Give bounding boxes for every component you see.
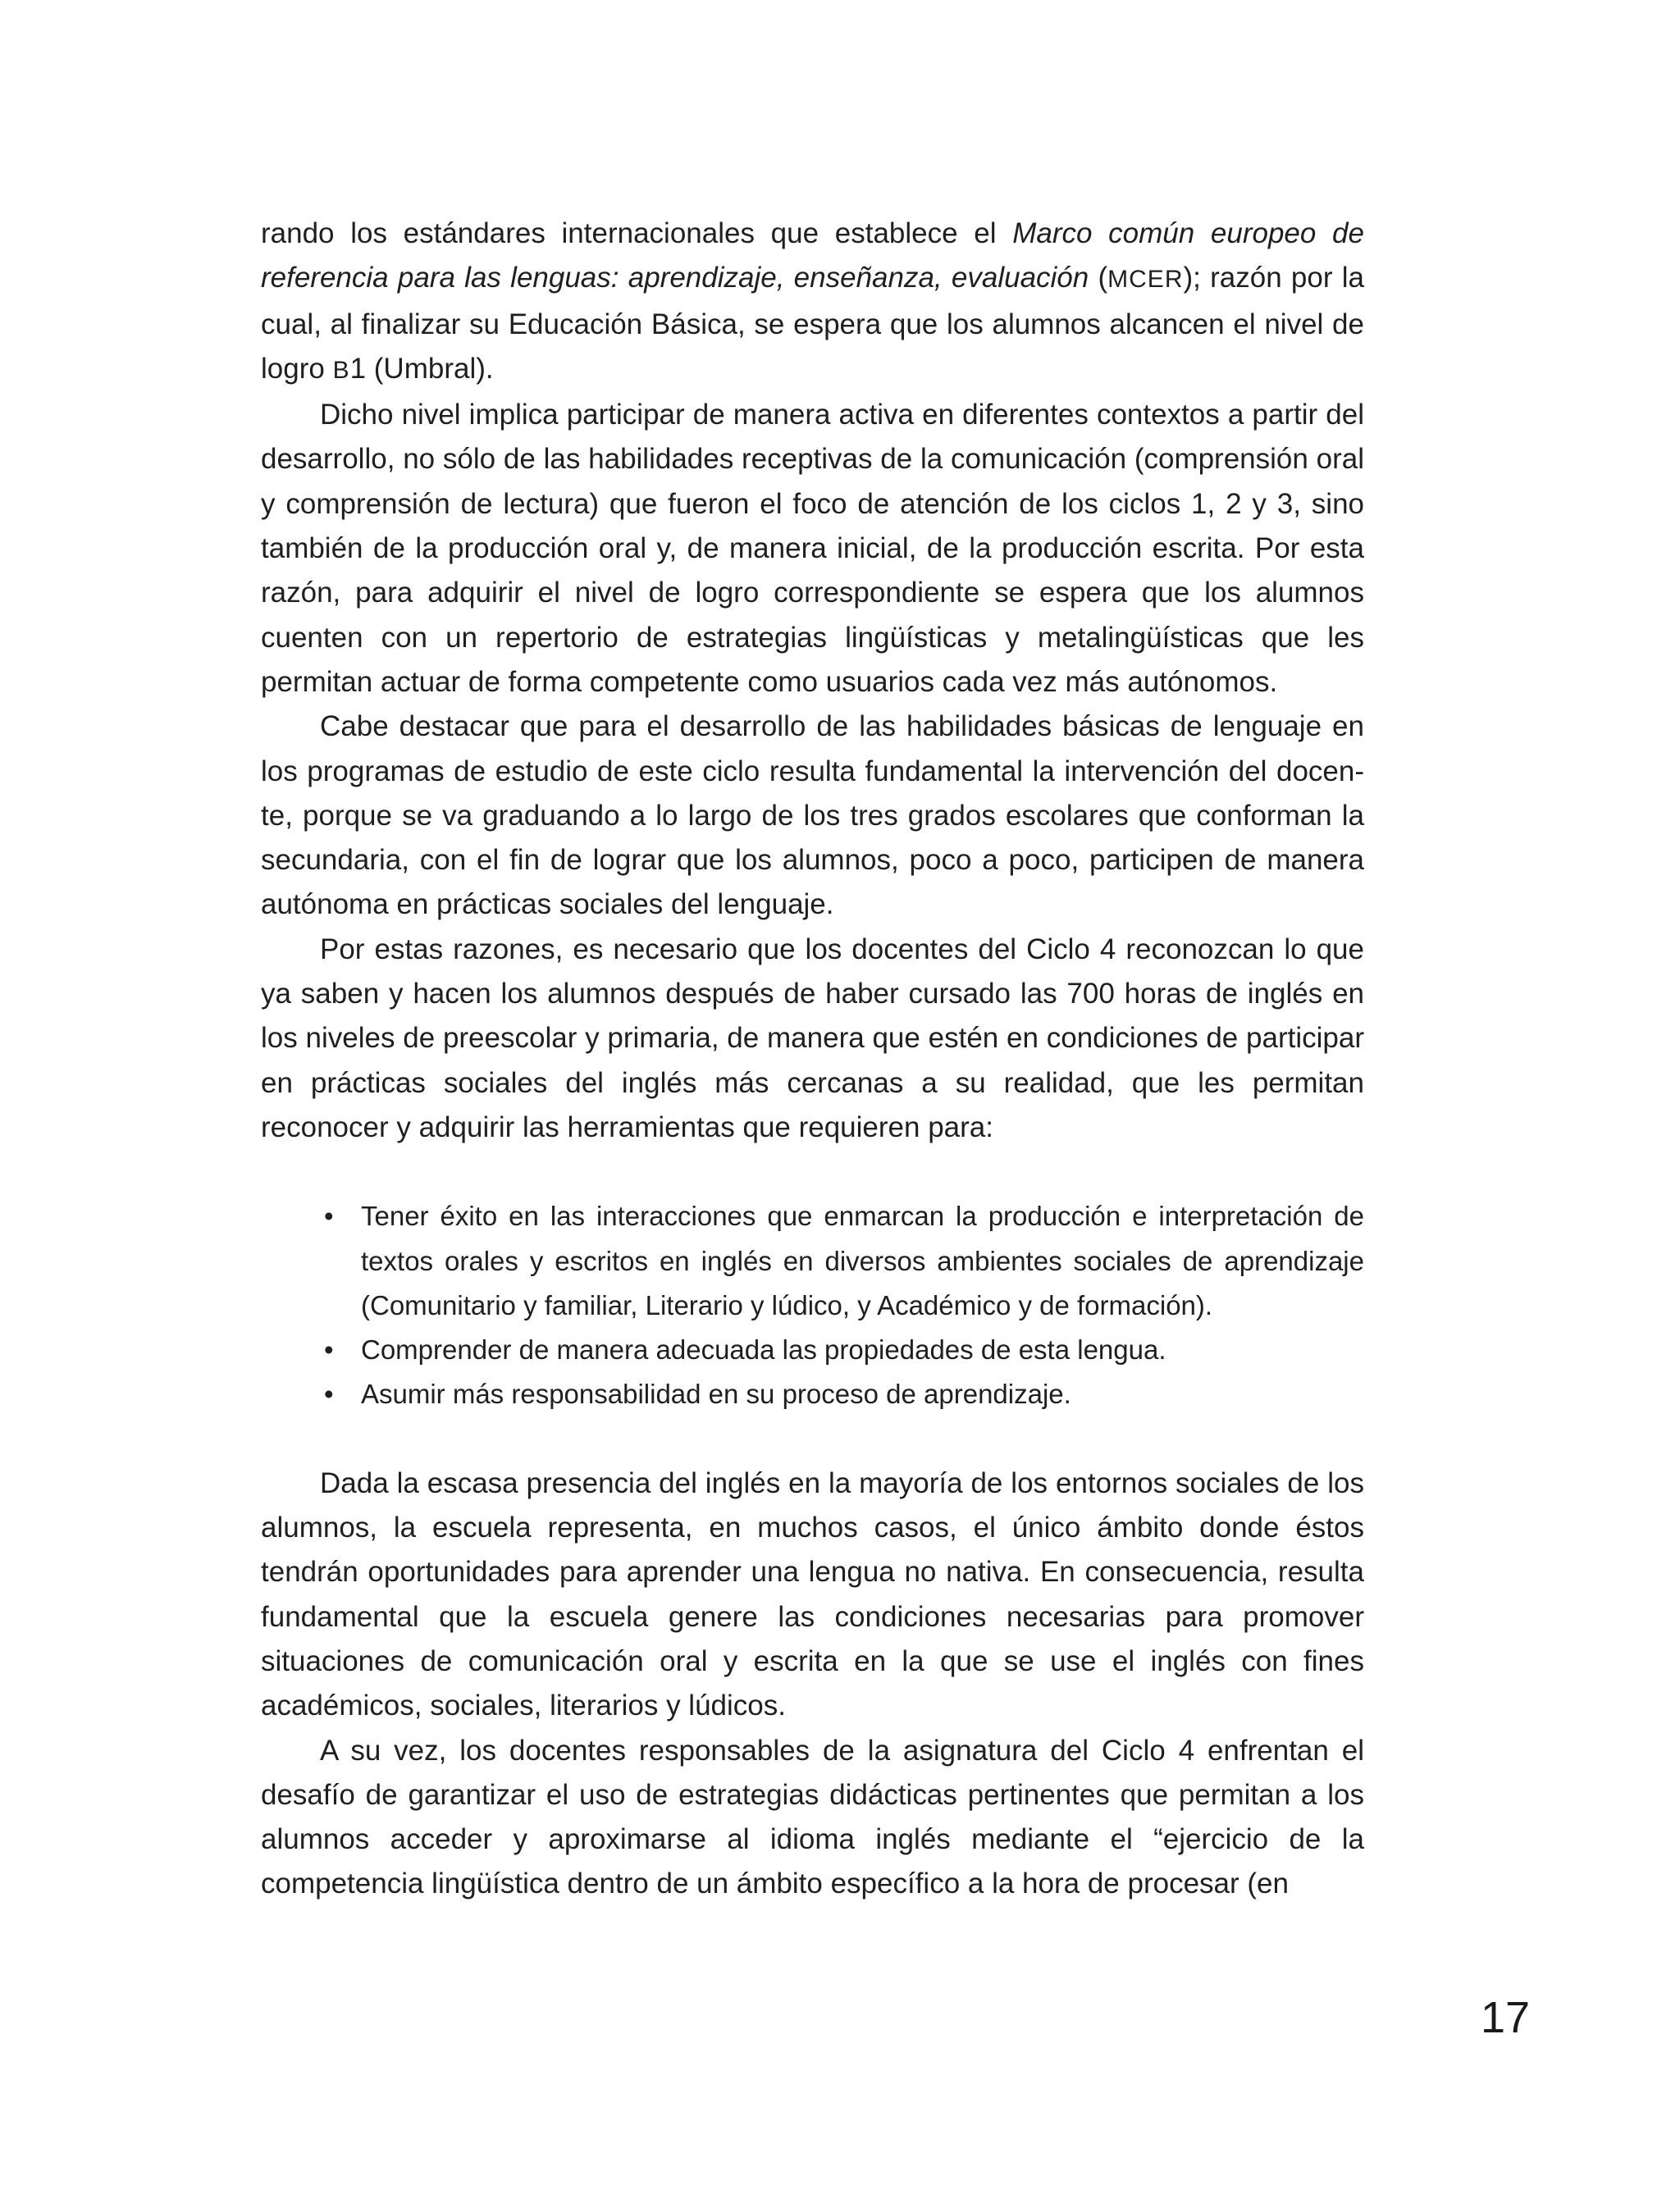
- bullet-icon: •: [324, 1334, 334, 1366]
- list-item-text: Comprender de manera adecuada las propiedades de esta lengua.: [361, 1334, 1166, 1366]
- paragraph-1-text-a: rando los estándares internacionales que establece el: [261, 217, 1013, 249]
- body-text: [261, 212, 1364, 1907]
- bullet-icon: •: [324, 1201, 334, 1232]
- list-item: [261, 1328, 1364, 1372]
- bullet-list: [261, 1194, 1364, 1416]
- paragraph-5: Dada la escasa presencia del inglés en la mayoría de los entornos sociales de los alumnos, la escuela representa, en muchos casos, el único ámbito donde éstos tendrán oportunidades para aprender una lengua no nativa. En consecuencia, resulta fundamental que la escuela genere las condiciones necesarias para promover situaciones de comunicación oral y escrita en la que se use el inglés con fines académicos, sociales, literarios y lúdicos.: [261, 1466, 1364, 1722]
- list-item-text: Asumir más responsabilidad en su proceso de aprendizaje.: [361, 1379, 1071, 1410]
- paragraph-1-text-d: 1 (Umbral).: [349, 352, 494, 385]
- list-item-text: Tener éxito en las interacciones que enmarcan la producción e interpretación de textos orales y escritos en inglés en diversos ambientes sociales de aprendizaje (Comunitario y familiar, Literario y lúdico, y Académico y de formación).: [361, 1201, 1364, 1320]
- paragraph-1: [261, 212, 1364, 393]
- book-title-italic: Marco común europeo de referencia para las lenguas: aprendizaje, enseñanza, evaluación: [261, 217, 1364, 294]
- paragraph-4: Por estas razones, es necesario que los docentes del Ciclo 4 reconozcan lo que ya saben y hacen los alumnos después de haber cursado las 700 horas de inglés en los niveles de preescolar y primaria, de manera que estén en condiciones de participar en prácticas sociales del inglés más cercanas a su realidad, que les permitan reconocer y adquirir las herramientas que requieren para:: [261, 933, 1364, 1143]
- list-item: [261, 1372, 1364, 1416]
- abbr-mcer: MCER: [1107, 266, 1184, 294]
- page-number: 17: [1481, 1993, 1531, 2042]
- paragraph-3: Cabe destacar que para el desarrollo de las habilidades básicas de lenguaje en los programas de estudio de este ciclo resulta fundamental la intervención del docente, porque se va graduando a lo largo de los tres grados escolares que conforman la secundaria, con el fin de lograr que los alumnos, poco a poco, participen de manera autónoma en prácticas sociales del lenguaje.: [261, 710, 1364, 921]
- abbr-level: B: [332, 356, 350, 384]
- bullet-icon: •: [324, 1379, 334, 1410]
- paragraph-6: A su vez, los docentes responsables de la asignatura del Ciclo 4 enfrentan el desafío de garantizar el uso de estrategias didácticas pertinentes que permitan a los alumnos acceder y aproximarse al idioma inglés mediante el “ejercicio de la competencia lingüística dentro de un ámbito específico a la hora de procesar (en: [261, 1734, 1364, 1900]
- paragraph-2: Dicho nivel implica participar de manera activa en diferentes contextos a partir del desarrollo, no sólo de las habilidades receptivas de la comunicación (comprensión oral y comprensión de lectura) que fueron el foco de atención de los ciclos 1, 2 y 3, sino también de la producción oral y, de manera inicial, de la producción escrita. Por esta razón, para adquirir el nivel de logro correspondiente se espera que los alumnos cuenten con un repertorio de estrategias lingüísticas y metalingüísticas que les permitan actuar de forma competente como usuarios cada vez más autónomos.: [261, 399, 1364, 698]
- paragraph-1-text-b: (: [1089, 262, 1108, 294]
- list-item: [261, 1194, 1364, 1328]
- paragraph-1-text-c: ); razón por la cual, al finalizar su Educación Básica, se espera que los alumnos alcancen el nivel de logro: [261, 262, 1364, 385]
